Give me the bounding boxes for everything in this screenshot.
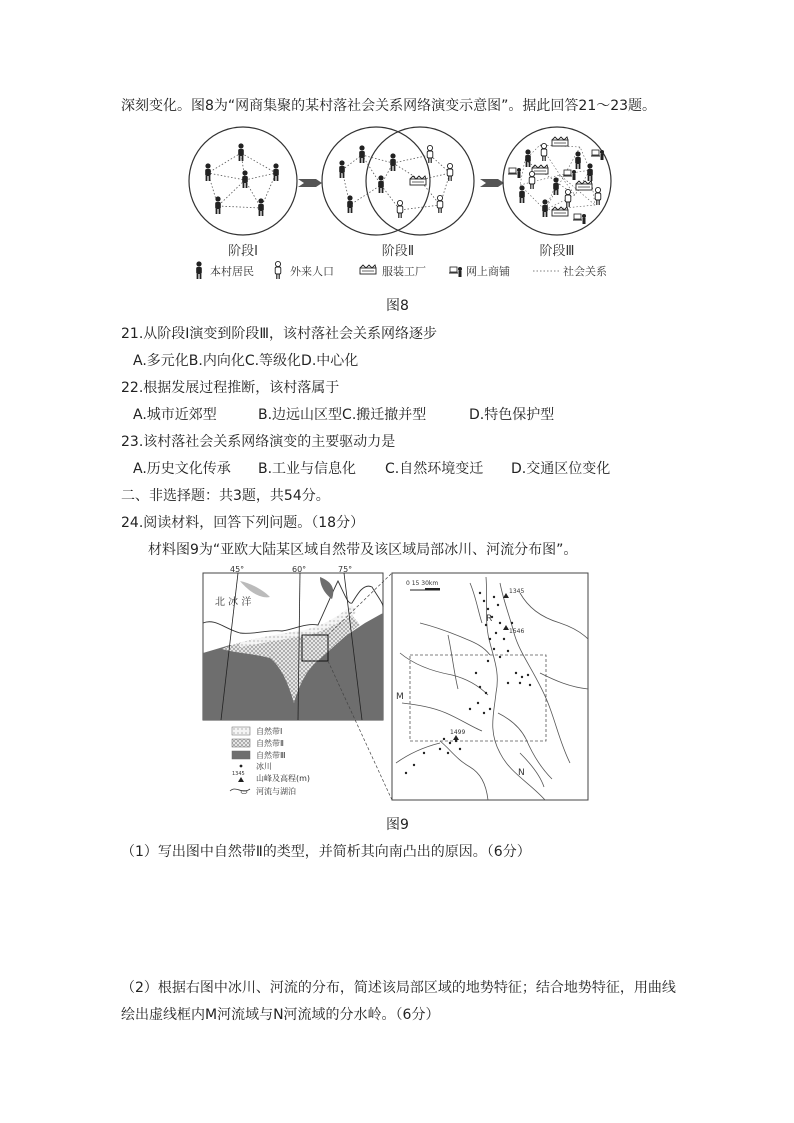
natural-zone-map [203,565,383,720]
legend-peak: 山峰及高程(m) [256,774,311,783]
q24-part-2-line-2: 绘出虚线框内M河流域与N河流域的分水岭。（6分） [121,1007,440,1023]
q22-option-bc: B.边远山区型C.搬迁撤并型 [258,407,427,423]
stage-2-label: 阶段Ⅱ [381,244,415,259]
q24-part-1: （1）写出图中自然带Ⅱ的类型，并简析其向南凸出的原因。（6分） [121,844,531,860]
legend-zone-3: 自然带Ⅲ [256,751,286,760]
legend-zone-1: 自然带Ⅰ [256,727,283,736]
q24-part-2-line-1: （2）根据右图中冰川、河流的分布，简述该局部区域的地势特征；结合地势特征，用曲线 [121,980,676,996]
legend-outsider: 外来人口 [290,265,334,278]
q23-option-b: B.工业与信息化 [258,461,357,477]
q23-option-c: C.自然环境变迁 [385,461,484,477]
stage-3-label: 阶段Ⅲ [539,244,575,259]
lon-75: 75° [338,565,353,574]
q22-option-d: D.特色保护型 [469,407,555,423]
stage-3-diagram [503,127,611,235]
legend-relation: 社会关系 [563,265,607,278]
q22-stem: 22.根据发展过程推断，该村落属于 [121,380,340,396]
intro-text: 深刻变化。图8为“网商集聚的某村落社会关系网络演变示意图”。据此回答21～23题。 [121,98,657,114]
section-2-heading: 二、非选择题：共3题，共54分。 [121,488,330,504]
fig8-caption: 图8 [386,298,409,314]
fig9-caption: 图9 [386,817,409,833]
legend-zone-2: 自然带Ⅱ [256,739,284,748]
q23-stem: 23.该村落社会关系网络演变的主要驱动力是 [121,434,396,450]
label-m: M [396,692,404,702]
scale-bar: 0 15 30km [406,580,439,587]
q21-stem: 21.从阶段Ⅰ演变到阶段Ⅲ，该村落社会关系网络逐步 [121,326,438,342]
stage-1-label: 阶段Ⅰ [228,244,258,259]
lon-60: 60° [292,565,307,574]
lon-45: 45° [230,565,245,574]
legend-resident: 本村居民 [210,265,254,278]
detail-map [392,573,588,800]
ocean-label: 北 冰 洋 [215,597,252,608]
peak-1546: 1546 [509,628,525,635]
arrow-2-icon [480,179,504,187]
label-n: N [518,768,525,778]
fig8-legend [196,261,607,279]
legend-glacier: 冰川 [256,762,272,771]
peak-1499: 1499 [450,729,466,736]
fig9-legend [230,726,310,796]
stage-2-diagram [322,127,474,235]
q23-option-a: A.历史文化传承 [133,461,231,477]
legend-river: 河流与湖泊 [256,787,296,796]
q24-stem: 24.阅读材料，回答下列问题。（18分） [121,515,365,531]
q22-option-a: A.城市近郊型 [133,407,217,423]
stage-1-diagram [189,127,297,235]
label-r: R [486,614,493,624]
peak-1345: 1345 [509,588,525,595]
legend-shop: 网上商铺 [466,265,510,278]
q21-options: A.多元化B.内向化C.等级化D.中心化 [133,353,359,369]
q24-material: 材料图9为“亚欧大陆某区域自然带及该区域局部冰川、河流分布图”。 [148,542,578,558]
legend-factory: 服装工厂 [382,265,426,278]
figure-9 [0,563,794,803]
legend-peak-height: 1345 [232,771,245,777]
arrow-1-icon [298,179,322,187]
q23-option-d: D.交通区位变化 [511,461,611,477]
